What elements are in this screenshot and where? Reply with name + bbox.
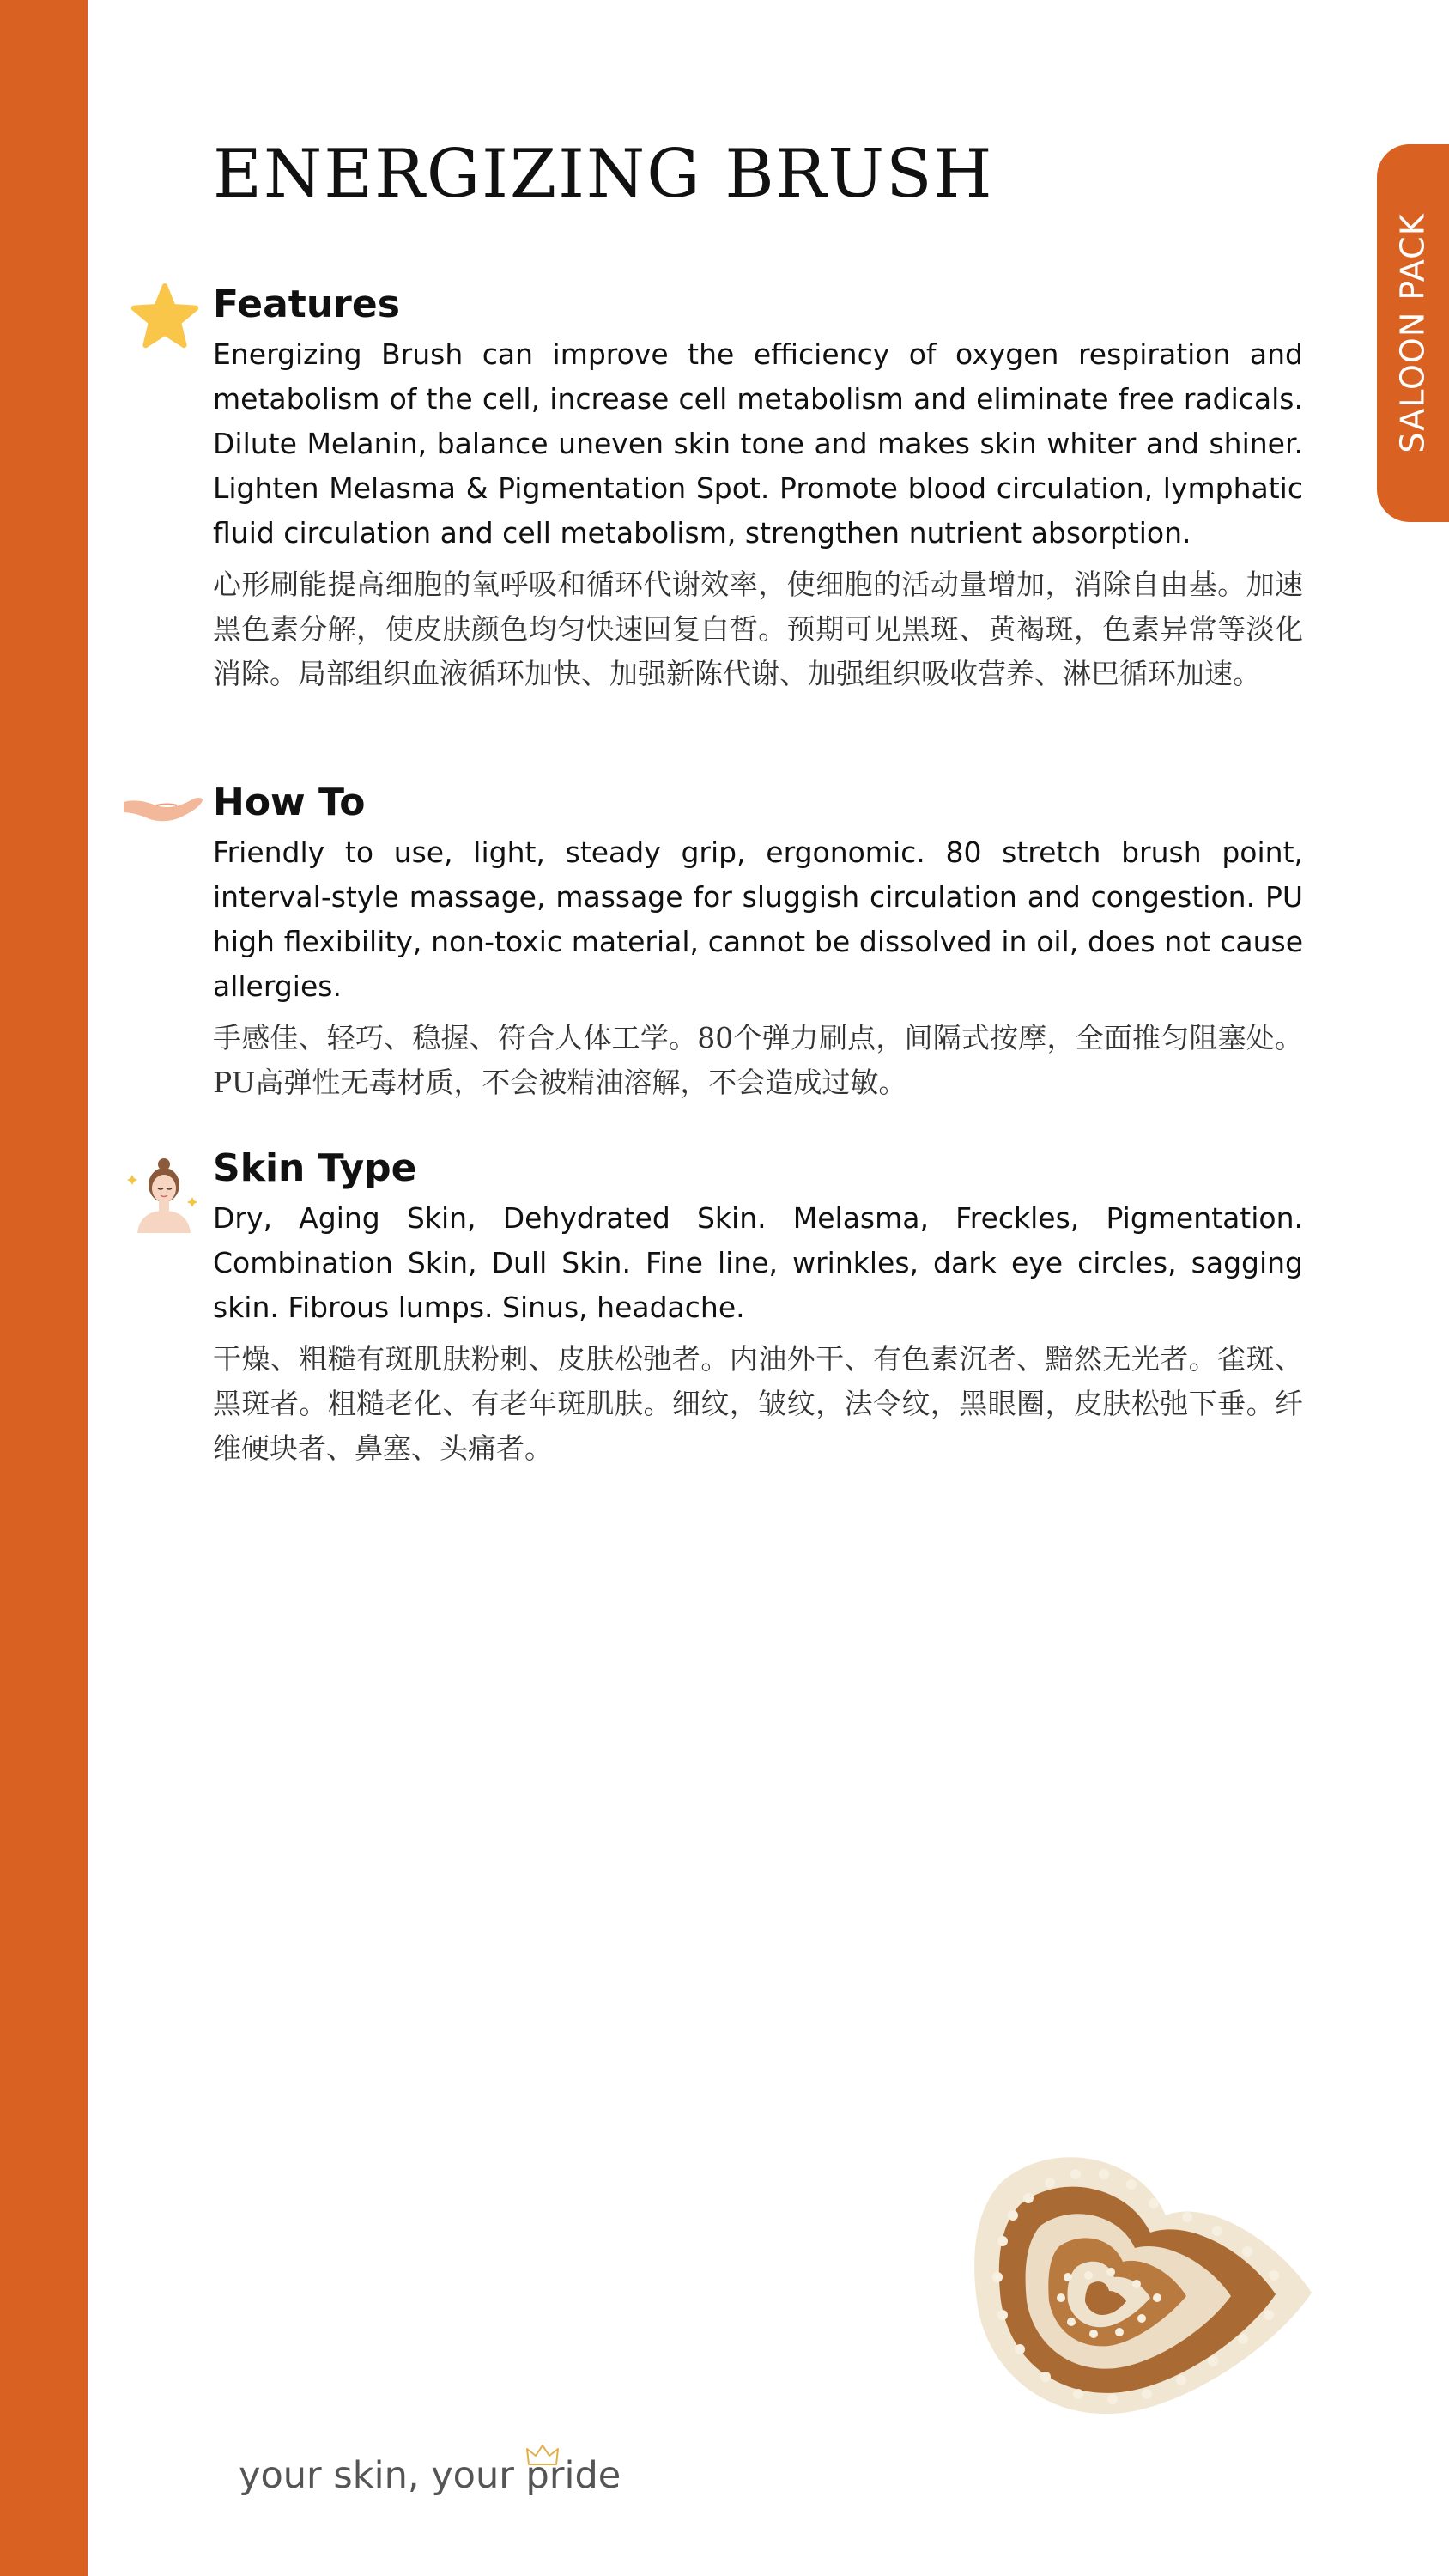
features-heading: Features — [213, 283, 400, 326]
how-to-chinese-text: 手感佳、轻巧、稳握、符合人体工学。80个弹力刷点，间隔式按摩，全面推匀阻塞处。PU高弹性无毒材质，不会被精油溶解，不会造成过敏。 — [213, 1020, 1303, 1099]
tagline: your skin, your pride — [239, 2454, 621, 2497]
features-english-text: Energizing Brush can improve the efficiency of oxygen respiration and metabolism of the cell, increase cell metabolism and eliminate free radicals. Dilute Melanin, balance uneven skin tone and makes skin whiter and shiner. Lighten Melasma & Pigmentation Spot. Promote blood circulation, lymphatic fluid circulation and cell metabolism, strengthen nutrient absorption. — [213, 337, 1303, 550]
hand-icon — [122, 788, 204, 826]
saloon-pack-tab — [1377, 144, 1449, 522]
skin-type-english-text: Dry, Aging Skin, Dehydrated Skin. Melasma, Freckles, Pigmentation. Combination Skin, Dull Skin. Fine line, wrinkles, dark eye circles, sagging skin. Fibrous lumps. Sinus, headache. — [213, 1200, 1303, 1324]
skin-type-heading: Skin Type — [213, 1146, 417, 1190]
how-to-english-text: Friendly to use, light, steady grip, ergonomic. 80 stretch brush point, interval-style massage, massage for sluggish circulation and congestion. PU high flexibility, non-toxic material, cannot be dissolved in oil, does not cause allergies. — [213, 835, 1303, 1003]
left-accent-bar — [0, 0, 88, 2576]
saloon-pack-label: SALOON PACK — [1394, 213, 1433, 453]
how-to-section — [213, 781, 1303, 1105]
features-section — [213, 283, 1303, 696]
skin-type-section — [213, 1147, 1303, 1471]
page-title: ENERGIZING BRUSH — [213, 136, 994, 213]
woman-face-icon — [127, 1156, 201, 1233]
skin-type-chinese-text: 干燥、粗糙有斑肌肤粉刺、皮肤松弛者。内油外干、有色素沉者、黯然无光者。雀斑、黑斑者。粗糙老化、有老年斑肌肤。细纹，皱纹，法令纹，黑眼圈，皮肤松弛下垂。纤维硬块者、鼻塞、头痛者。 — [213, 1341, 1303, 1465]
how-to-heading: How To — [213, 781, 366, 824]
features-chinese-text: 心形刷能提高细胞的氧呼吸和循环代谢效率，使细胞的活动量增加，消除自由基。加速黑色素分解，使皮肤颜色均匀快速回复白皙。预期可见黑斑、黄褐斑，色素异常等淡化消除。局部组织血液循环加快、加强新陈代谢、加强组织吸收营养、淋巴循环加速。 — [213, 567, 1303, 690]
star-icon — [130, 283, 199, 349]
heart-brush-image — [951, 2147, 1329, 2430]
